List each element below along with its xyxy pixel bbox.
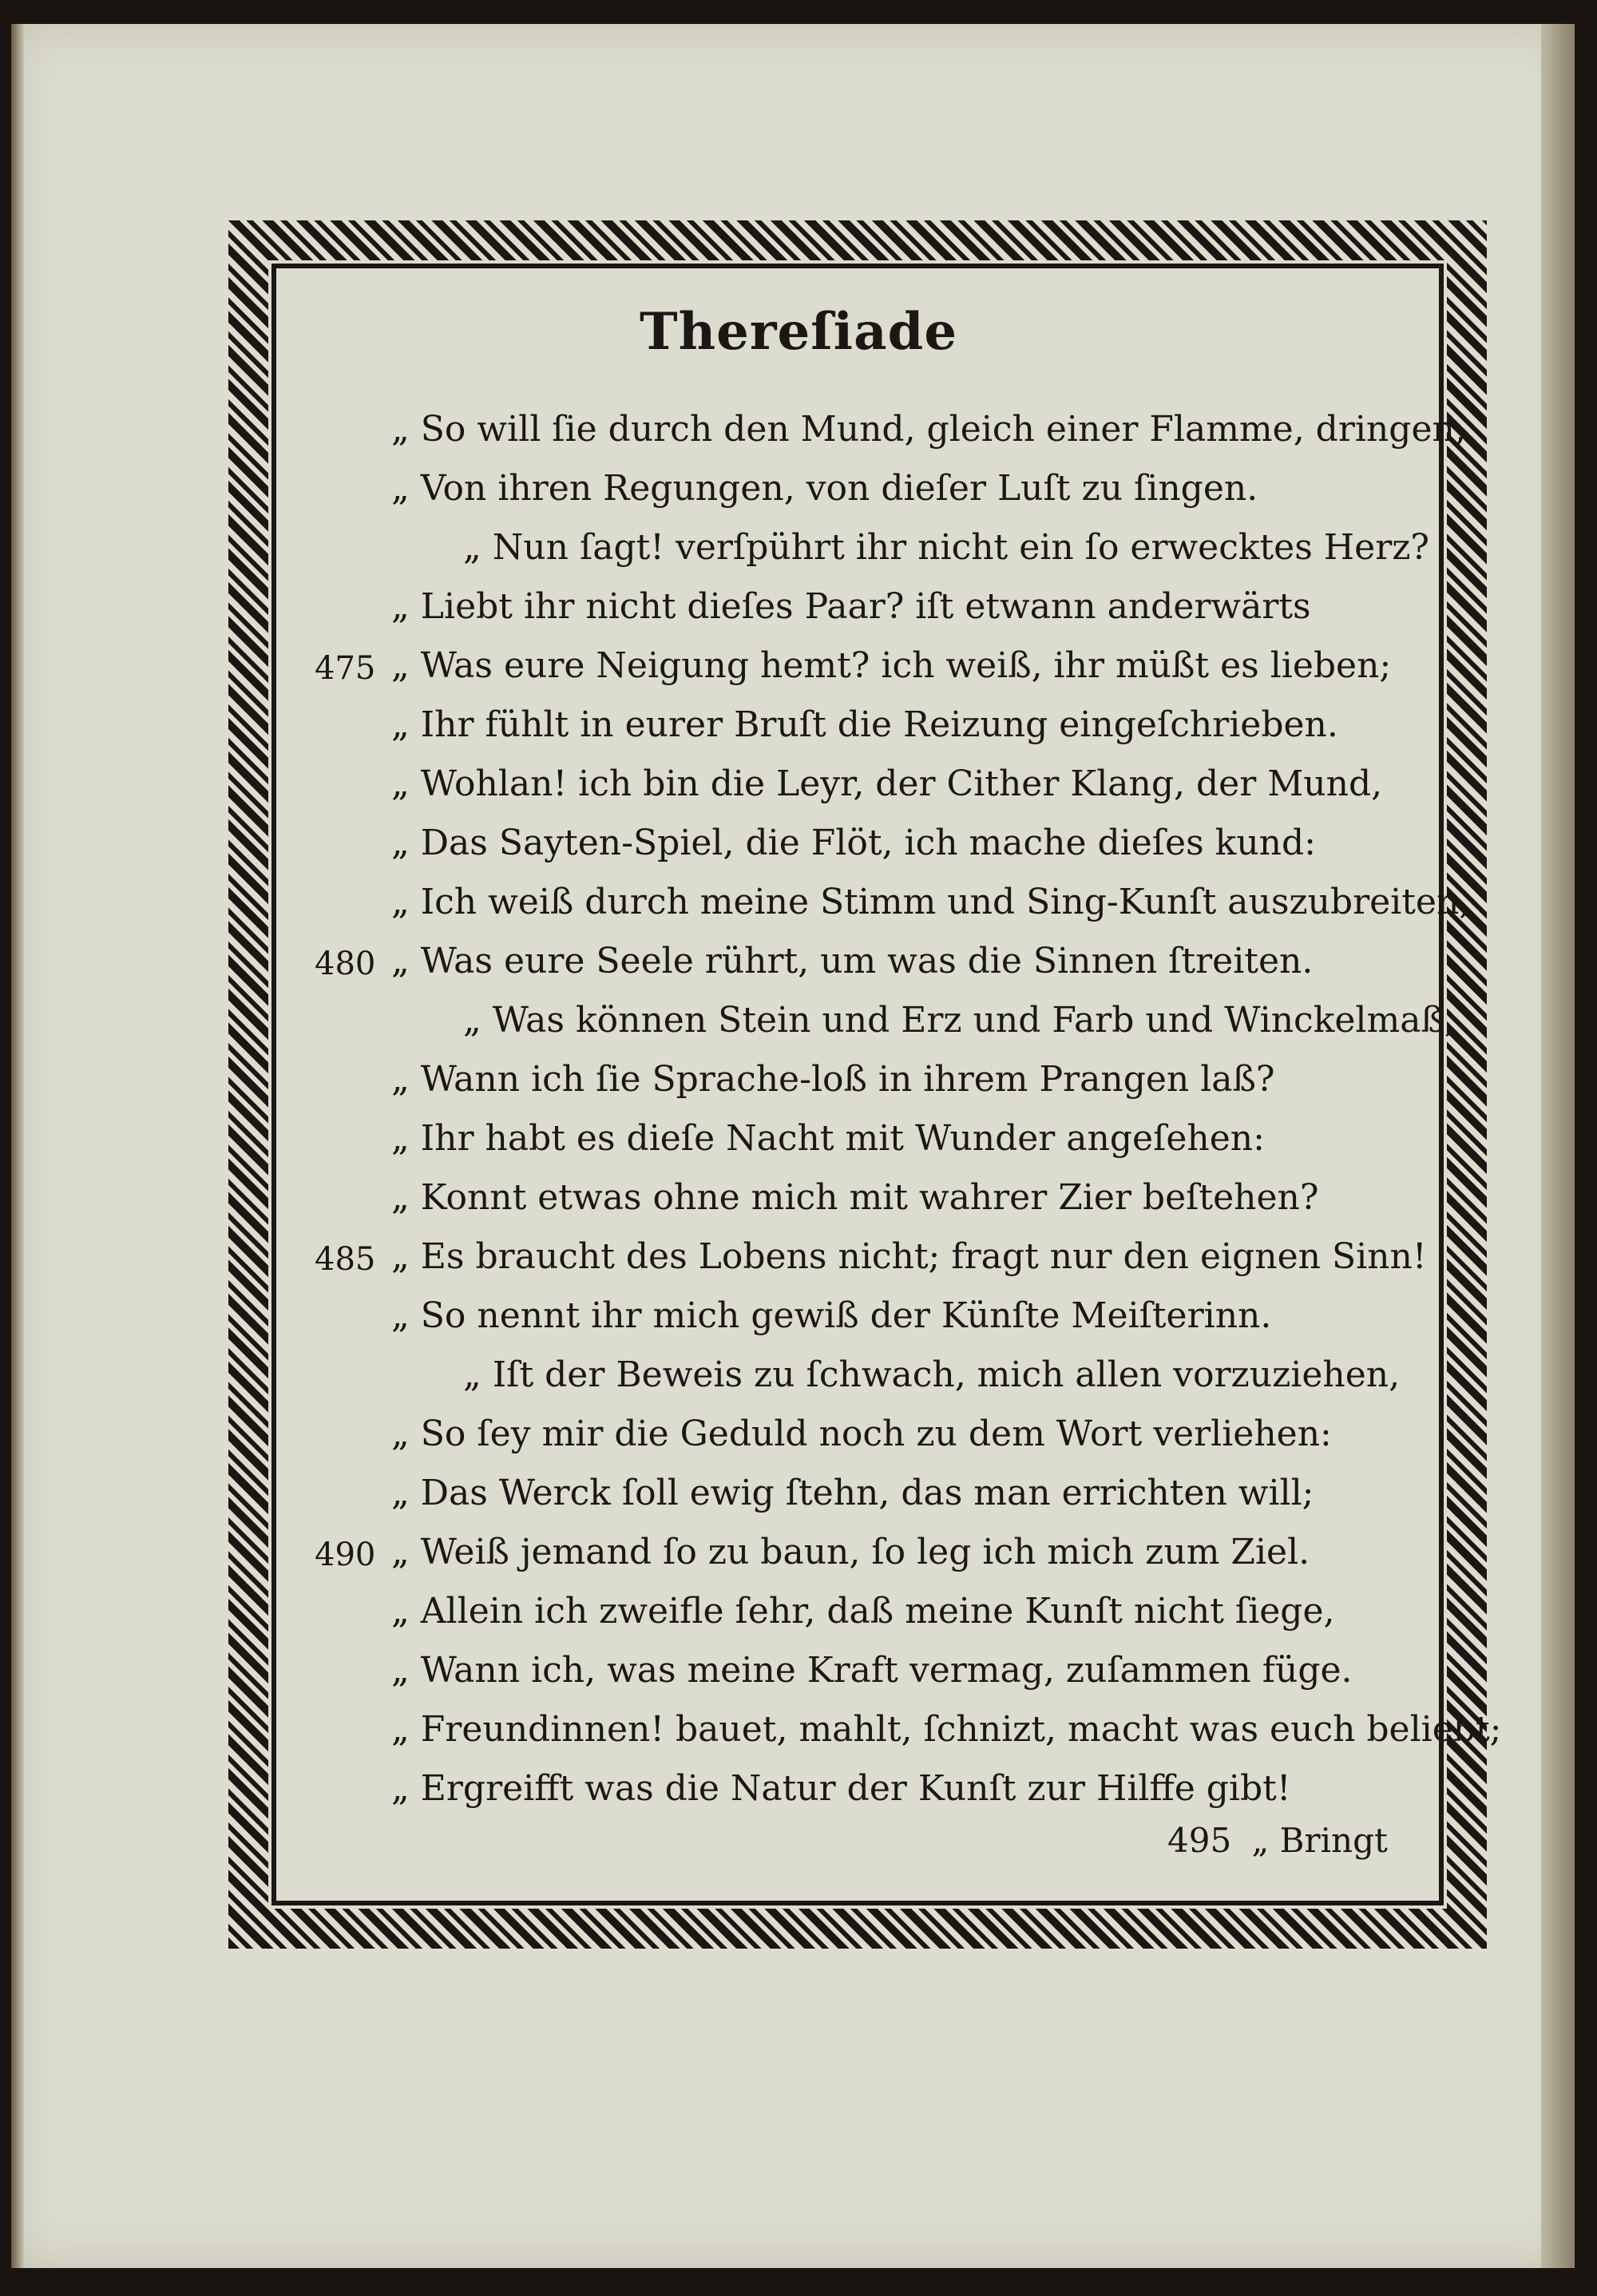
verse-line (0, 1650, 1597, 1709)
verse-line (0, 941, 1597, 1000)
running-head: Thereſiade (639, 302, 958, 362)
line-number: 480 (315, 946, 376, 982)
verse-line (0, 1473, 1597, 1532)
verse-text: „ Das Werck ſoll ewig ſtehn, das man errichten will; (391, 1473, 1314, 1513)
verse-line (0, 1295, 1597, 1354)
verse-text: „ Ich weiß durch meine Stimm und Sing-Kunſt auszubreiten, (391, 882, 1471, 922)
verse-text: „ Wohlan! ich bin die Leyr, der Cither Klang, der Mund, (391, 763, 1383, 804)
verse-line (0, 1118, 1597, 1177)
verse-line (0, 763, 1597, 823)
verse-line (0, 704, 1597, 763)
verse-text: „ Ihr fühlt in eurer Bruſt die Reizung eingeſchrieben. (391, 704, 1338, 745)
verse-text: „ Nun ſagt! verſpührt ihr nicht ein ſo erwecktes Herz? (463, 527, 1429, 568)
verse-text: „ Allein ich zweifle ſehr, daß meine Kunſt nicht ſiege, (391, 1591, 1335, 1632)
verse-line (0, 586, 1597, 645)
verse-line (0, 1059, 1597, 1118)
verse-line (0, 1000, 1597, 1059)
verse-text: „ Freundinnen! bauet, mahlt, ſchnizt, macht was euch beliebt; (391, 1709, 1502, 1750)
verse-line (0, 882, 1597, 941)
line-number: 475 (315, 650, 376, 687)
catchword-text: „ Bringt (1251, 1821, 1388, 1860)
verse-line (0, 1532, 1597, 1591)
verse-line (0, 468, 1597, 527)
verse-text: „ Wann ich ſie Sprache-loß in ihrem Prangen laß? (391, 1059, 1275, 1100)
verse-text: „ Liebt ihr nicht dieſes Paar? iſt etwann anderwärts (391, 586, 1311, 627)
catchword-line-number: 495 (1167, 1821, 1232, 1860)
verse-text: „ Das Sayten-Spiel, die Flöt, ich mache dieſes kund: (391, 823, 1316, 863)
verse-text: „ So nennt ihr mich gewiß der Künſte Meiſterinn. (391, 1295, 1272, 1336)
verse-line (0, 1354, 1597, 1414)
verse-line (0, 1768, 1597, 1827)
verse-text: „ Was eure Neigung hemt? ich weiß, ihr müßt es lieben; (391, 645, 1392, 686)
verse-line (0, 409, 1597, 468)
verse-line (0, 527, 1597, 586)
verse-text: „ So ſey mir die Geduld noch zu dem Wort verliehen: (391, 1414, 1332, 1454)
verse-text: „ Iſt der Beweis zu ſchwach, mich allen vorzuziehen, (463, 1354, 1401, 1395)
verse-text: „ Von ihren Regungen, von dieſer Luſt zu ſingen. (391, 468, 1258, 509)
verse-line (0, 1414, 1597, 1473)
verse-line (0, 1709, 1597, 1768)
verse-text: „ Es braucht des Lobens nicht; fragt nur den eignen Sinn! (391, 1236, 1427, 1277)
catchword (1167, 1821, 1397, 1860)
verse-text: „ So will ſie durch den Mund, gleich einer Flamme, dringen, (391, 409, 1466, 450)
verse-line (0, 1177, 1597, 1236)
verse-text: „ Wann ich, was meine Kraft vermag, zuſammen füge. (391, 1650, 1353, 1691)
verse-line (0, 823, 1597, 882)
line-number: 490 (315, 1537, 376, 1573)
line-number: 485 (315, 1241, 376, 1278)
verse-text: „ Ergreifft was die Natur der Kunſt zur Hilffe gibt! (391, 1768, 1291, 1809)
verse-text: „ Was können Stein und Erz und Farb und Winckelmaß, (463, 1000, 1456, 1041)
verse-line (0, 1236, 1597, 1295)
verse-text: „ Ihr habt es dieſe Nacht mit Wunder angeſehen: (391, 1118, 1265, 1159)
verse-line (0, 1591, 1597, 1650)
verse-line (0, 645, 1597, 704)
verse-text: „ Was eure Seele rührt, um was die Sinnen ſtreiten. (391, 941, 1314, 981)
verse-text: „ Konnt etwas ohne mich mit wahrer Zier beſtehen? (391, 1177, 1319, 1218)
verse-text: „ Weiß jemand ſo zu baun, ſo leg ich mich zum Ziel. (391, 1532, 1310, 1572)
